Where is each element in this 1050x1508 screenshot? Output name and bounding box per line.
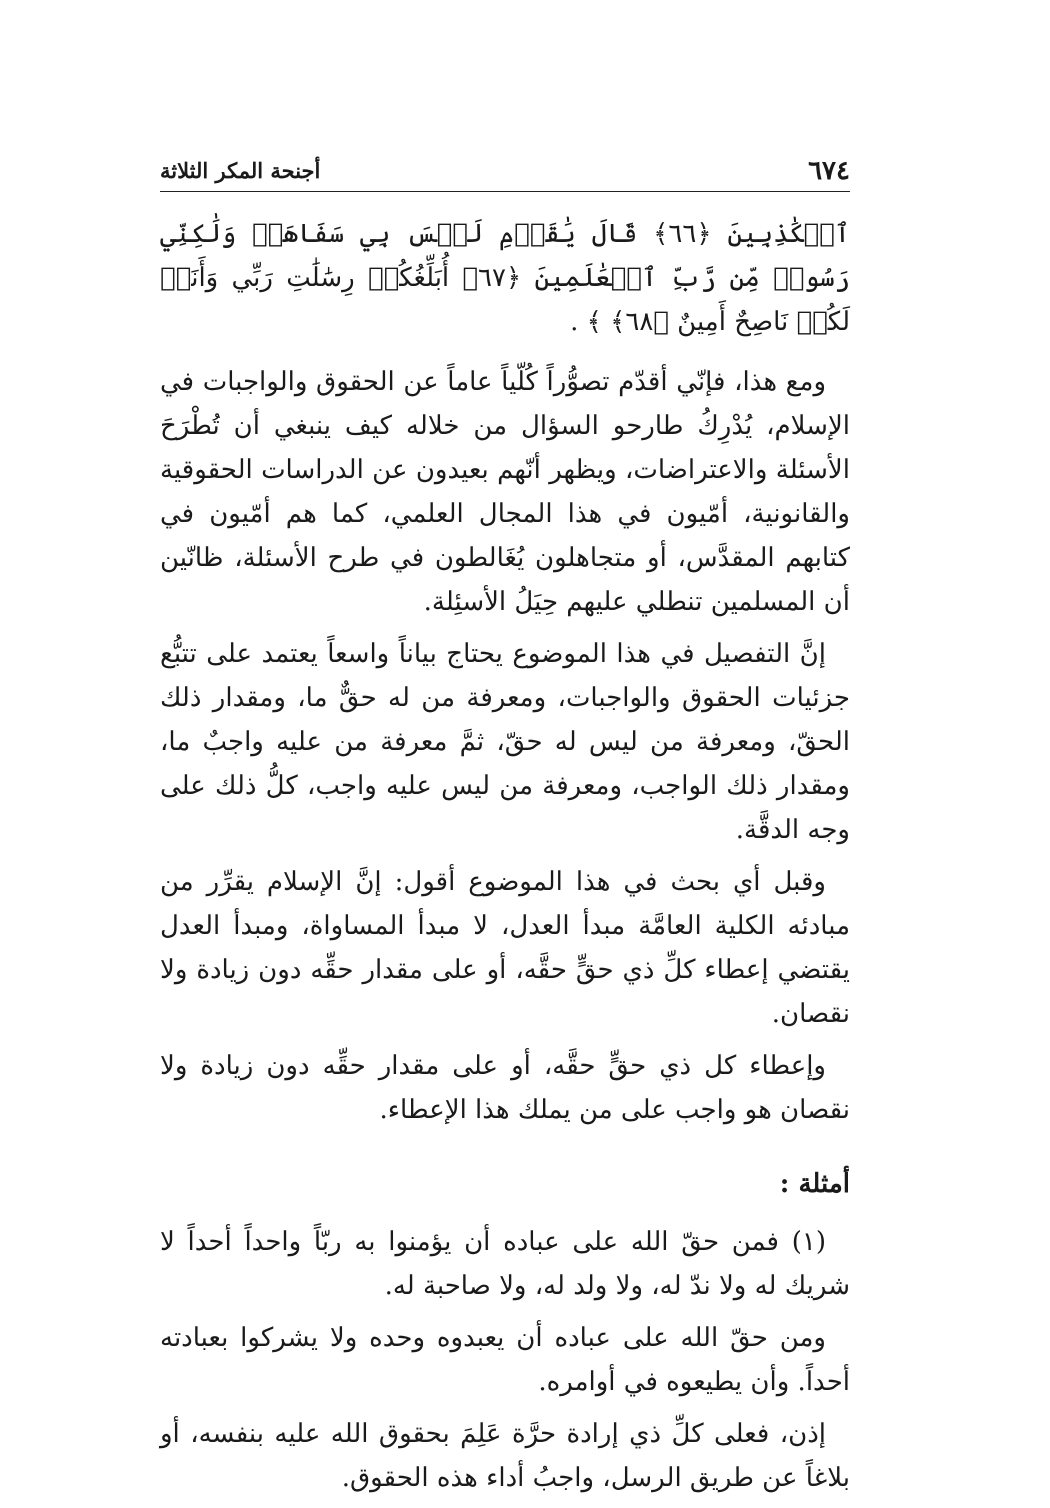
paragraph: وقبل أي بحث في هذا الموضوع أقول: إنَّ الإسلام يقرِّر من مبادئه الكلية العامَّة مبدأ العدل، لا مبدأ المساواة، ومبدأ العدل يقتضي إعطاء كلِّ ذي حقٍّ حقَّه، أو على مقدار حقِّه دون زيادة ولا نقصان. (160, 867, 850, 1029)
example-paragraph: ومن حقّ الله على عباده أن يعبدوه وحده ولا يشركوا بعبادته أحداً. وأن يطيعوه في أوامره. (160, 1323, 850, 1397)
quran-quote: ٱلۡكَٰذِبِينَ ﴿٦٦﴾ قَالَ يَٰقَوۡمِ لَيۡسَ بِي سَفَاهَةٞ وَلَٰكِنِّي رَسُولٞ مِّن رَّبِّ ٱلۡعَٰلَمِينَ ﴿٦٧﴾ أُبَلِّغُكُمۡ رِسَٰلَٰتِ رَبِّي وَأَنَا۠ لَكُمۡ نَاصِحٌ أَمِينٌ ﴿٦٨﴾ ﴾ . (160, 219, 851, 337)
header-rule (160, 191, 850, 192)
example-paragraph: إذن، فعلى كلِّ ذي إرادة حرَّة عَلِمَ بحقوق الله عليه بنفسه، أو بلاغاً عن طريق الرسل، واجبُ أداء هذه الحقوق. (160, 1419, 850, 1493)
paragraph: إنَّ التفصيل في هذا الموضوع يحتاج بياناً واسعاً يعتمد على تتبُّع جزئيات الحقوق والواجبات، ومعرفة من له حقٌّ ما، ومقدار ذلك الحقّ، ومعرفة من ليس له حقّ، ثمَّ معرفة من عليه واجبٌ ما، ومقدار ذلك الواجب، ومعرفة من ليس عليه واجب، كلُّ ذلك على وجه الدقَّة. (160, 639, 850, 845)
running-header (160, 148, 850, 188)
page-body (160, 212, 850, 1508)
examples-heading: أمثلة : (779, 1169, 850, 1199)
paragraph: وإعطاء كل ذي حقٍّ حقَّه، أو على مقدار حقِّه دون زيادة ولا نقصان هو واجب على من يملك هذا الإعطاء. (160, 1051, 850, 1125)
book-title: أجنحة المكر الثلاثة (160, 158, 321, 183)
paragraph: ومع هذا، فإنّي أقدّم تصوُّراً كُلّياً عاماً عن الحقوق والواجبات في الإسلام، يُدْرِكُ طارحو السؤال من خلاله كيف ينبغي أن تُطْرَحَ الأسئلة والاعتراضات، ويظهر أنّهم بعيدون عن الدراسات الحقوقية والقانونية، أمّيون في هذا المجال العلمي، كما هم أمّيون في كتابهم المقدَّس، أو متجاهلون يُغَالطون في طرح الأسئلة، ظانّين أن المسلمين تنطلي عليهم حِيَلُ الأسئِلة. (160, 367, 850, 617)
example-paragraph: (١) فمن حقّ الله على عباده أن يؤمنوا به ربّاً واحداً أحداً لا شريك له ولا ندّ له، ولا ولد له، ولا صاحبة له. (160, 1227, 850, 1301)
page-number: ٦٧٤ (808, 156, 850, 186)
